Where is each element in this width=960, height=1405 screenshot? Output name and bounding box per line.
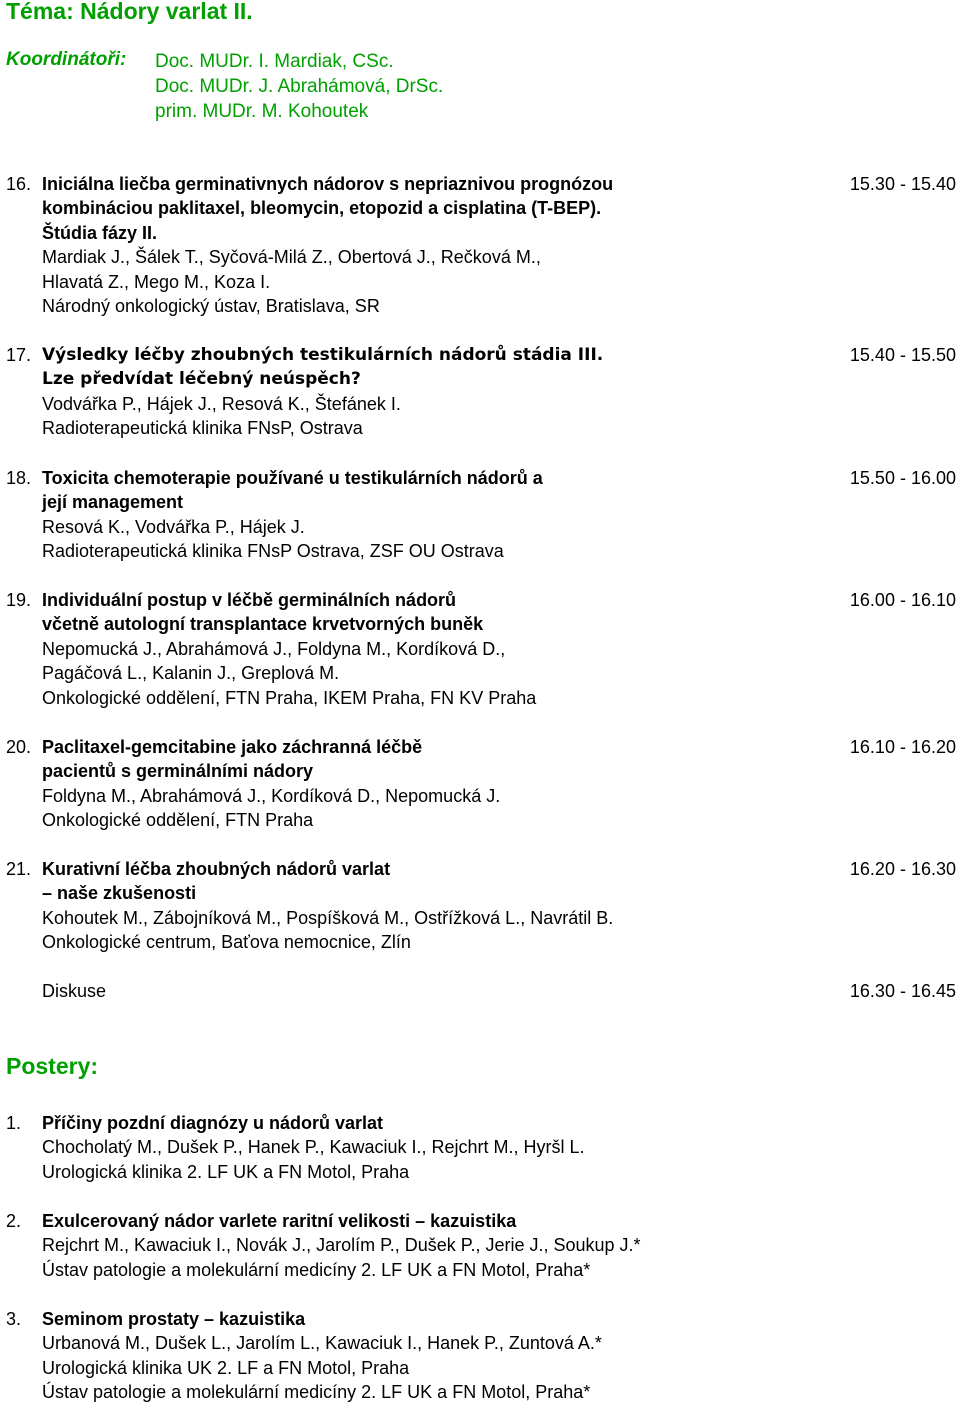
lecture-title: Iniciálna liečba germinativnych nádorov s nepriaznivou prognózou [42,174,614,194]
lecture-number: 19. [6,590,32,610]
lecture-time: 16.00 - 16.10 [849,590,956,610]
lecture-institution: Onkologické oddělení, FTN Praha [42,810,314,831]
posters-heading: Postery: [6,1053,99,1079]
lecture-body [42,857,613,955]
poster-title: Seminom prostaty – kazuistika [42,1309,306,1329]
poster-institution: Ústav patologie a molekulární medicíny 2. LF UK a FN Motol, Praha* [42,1382,591,1403]
poster-title: Příčiny pozdní diagnózy u nádorů varlat [42,1113,384,1133]
lecture-institution: Onkologické centrum, Baťova nemocnice, Zlín [42,932,411,953]
lecture-body [42,735,500,833]
poster-number: 1. [6,1113,22,1133]
lecture-body [42,466,543,564]
lecture-title: Výsledky léčby zhoubných testikulárních nádorů stádia III. [42,345,604,365]
poster-authors: Chocholatý M., Dušek P., Hanek P., Kawaciuk I., Rejchrt M., Hyršl L. [42,1137,585,1158]
lecture-authors: Kohoutek M., Zábojníková M., Pospíšková M., Ostřížková L., Navrátil B. [42,907,614,928]
lecture-body [42,343,603,441]
coordinator-name: Doc. MUDr. I. Mardiak, CSc. [155,51,394,72]
lecture-institution: Radioterapeutická klinika FNsP, Ostrava [42,418,363,439]
lecture-time: 16.10 - 16.20 [849,737,956,757]
coordinator-name: prim. MUDr. M. Kohoutek [155,101,369,122]
lecture-institution: Radioterapeutická klinika FNsP Ostrava, ZSF OU Ostrava [42,541,504,562]
poster-institution: Urologická klinika UK 2. LF a FN Motol, Praha [42,1357,410,1378]
lecture-number: 21. [6,859,32,879]
lecture-number: 17. [6,345,32,365]
lecture-authors: Pagáčová L., Kalanin J., Greplová M. [42,663,340,684]
lecture-title: Lze předvídat léčebný neúspěch? [42,369,361,390]
lecture-institution: Národný onkologický ústav, Bratislava, SR [42,296,380,317]
page-title: Téma: Nádory varlat II. [6,0,253,24]
poster-institution: Ústav patologie a molekulární medicíny 2. LF UK a FN Motol, Praha* [42,1259,591,1280]
lecture-authors: Vodvářka P., Hájek J., Resová K., Štefánek I. [42,393,401,414]
poster-authors: Urbanová M., Dušek L., Jarolím L., Kawaciuk I., Hanek P., Zuntová A.* [42,1333,602,1354]
lecture-time: 16.20 - 16.30 [849,859,956,879]
lecture-institution: Onkologické oddělení, FTN Praha, IKEM Praha, FN KV Praha [42,687,537,708]
lecture-title: Individuální postup v léčbě germinálních nádorů [42,590,457,610]
coordinators-list [155,49,443,124]
lecture-number: 20. [6,737,32,757]
coordinator-name: Doc. MUDr. J. Abrahámová, DrSc. [155,76,444,97]
lecture-authors: Mardiak J., Šálek T., Syčová-Milá Z., Obertová J., Rečková M., [42,247,541,268]
poster-authors: Rejchrt M., Kawaciuk I., Novák J., Jarolím P., Dušek P., Jerie J., Soukup J.* [42,1235,641,1256]
lecture-authors: Hlavatá Z., Mego M., Koza I. [42,271,271,292]
lecture-title: Kurativní léčba zhoubných nádorů varlat [42,859,391,879]
lecture-time: 15.50 - 16.00 [849,468,956,488]
lecture-title: včetně autologní transplantace krvetvorných buněk [42,614,484,635]
lecture-number: 16. [6,174,32,194]
lecture-title: pacientů s germinálními nádory [42,761,314,782]
poster-title: Exulcerovaný nádor varlete raritní velikosti – kazuistika [42,1211,517,1231]
lecture-title: její management [42,492,184,513]
poster-number: 3. [6,1309,22,1329]
lecture-body [42,172,613,318]
discussion-time: 16.30 - 16.45 [849,981,956,1001]
lecture-title: Toxicita chemoterapie používané u testikulárních nádorů a [42,468,543,488]
lecture-number: 18. [6,468,32,488]
lecture-time: 15.30 - 15.40 [849,174,956,194]
lecture-title: Paclitaxel-gemcitabine jako záchranná léčbě [42,737,423,757]
lecture-title: kombináciou paklitaxel, bleomycin, etopozid a cisplatina (T-BEP). [42,198,602,219]
lecture-body [42,588,536,710]
coordinators-label: Koordinátoři: [6,49,127,70]
lecture-authors: Foldyna M., Abrahámová J., Kordíková D., Nepomucká J. [42,785,501,806]
lecture-title: Štúdia fázy II. [42,222,158,243]
lecture-title: – naše zkušenosti [42,883,197,904]
lecture-authors: Resová K., Vodvářka P., Hájek J. [42,516,305,537]
poster-institution: Urologická klinika 2. LF UK a FN Motol, Praha [42,1161,410,1182]
poster-body [42,1307,602,1405]
poster-body [42,1209,641,1282]
poster-number: 2. [6,1211,22,1231]
poster-body [42,1111,585,1184]
lecture-authors: Nepomucká J., Abrahámová J., Foldyna M., Kordíková D., [42,638,506,659]
discussion-label: Diskuse [42,981,107,1001]
lecture-time: 15.40 - 15.50 [849,345,956,365]
